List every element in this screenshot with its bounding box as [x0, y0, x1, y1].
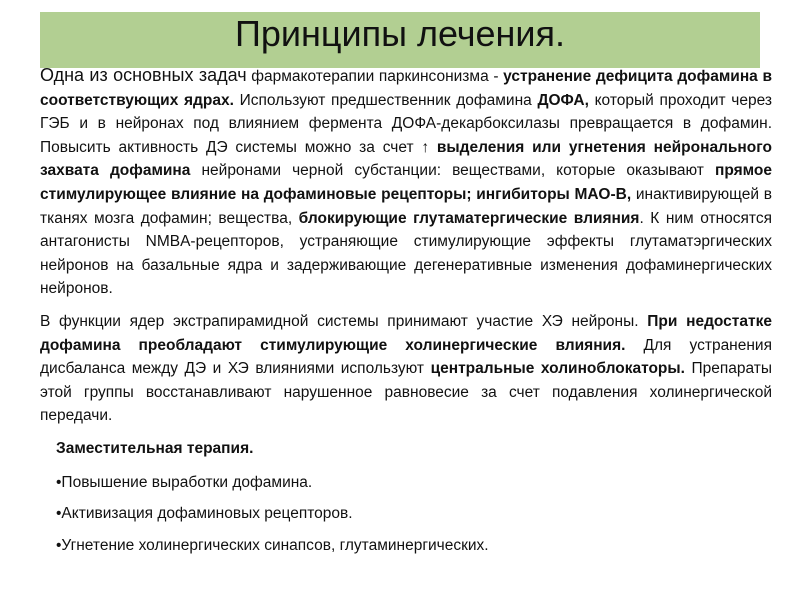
replacement-therapy-list: [56, 437, 772, 557]
text-run: который проходит через ГЭБ и в нейронах под влиянием фермента ДОФА-декарбоксилазы превращается в дофамин. Повысить активность ДЭ системы можно за счет: [40, 91, 772, 156]
bold-run: устранение дефицита дофамина в соответствующих ядрах.: [40, 68, 772, 109]
text-run: фармакотерапии паркинсонизма -: [246, 68, 504, 85]
lead-phrase: Одна из основных задач: [40, 65, 247, 85]
paragraph-parkinsonism-therapy: [40, 64, 772, 301]
bold-run: прямое стимулирующее влияние на дофаминовые рецепторы;: [40, 162, 772, 203]
list-item: •Повышение выработки дофамина.: [56, 473, 313, 491]
text-run: Используют предшественник дофамина: [233, 91, 538, 109]
bold-run: ингибиторы МАО-В,: [476, 185, 632, 203]
text-run: нейронами черной субстанции: веществами, которые оказывают: [190, 162, 715, 180]
slide-title: Принципы лечения.: [234, 13, 566, 54]
bold-run: блокирующие глутаматергические влияния: [298, 209, 640, 227]
list-item: •Активизация дофаминовых рецепторов.: [56, 505, 353, 523]
bold-run: При недостатке дофамина преобладают стимулирующие холинергические влияния.: [40, 312, 772, 354]
bold-run: ↑ выделения или угнетения нейронального захвата дофамина: [40, 138, 772, 180]
text-run: инактивирующей в тканях мозга дофамин; вещества,: [40, 185, 772, 227]
bold-run: центральные холиноблокаторы.: [430, 360, 685, 378]
text-run: Препараты этой группы восстанавливают нарушенное равновесие за счет подавления холинергической передачи.: [40, 360, 773, 425]
bold-run: ДОФА,: [537, 91, 589, 109]
list-title: Заместительная терапия.: [56, 439, 254, 457]
slide-content: [40, 64, 772, 565]
text-run: . К ним относятся антагонисты NMBA-рецепторов, устраняющие стимулирующие эффекты глутаматэргических нейронов на базальные ядра и задерживающие дегенеративные изменения дофаминергических нейронов.: [40, 209, 772, 298]
list-item: •Угнетение холинергических синапсов, глутаминергических.: [56, 536, 489, 554]
paragraph-cholinergic: [40, 310, 772, 428]
text-run: Для устранения дисбаланса между ДЭ и ХЭ влияниями используют: [40, 336, 772, 378]
text-run: В функции ядер экстрапирамидной системы принимают участие ХЭ нейроны.: [40, 312, 648, 330]
